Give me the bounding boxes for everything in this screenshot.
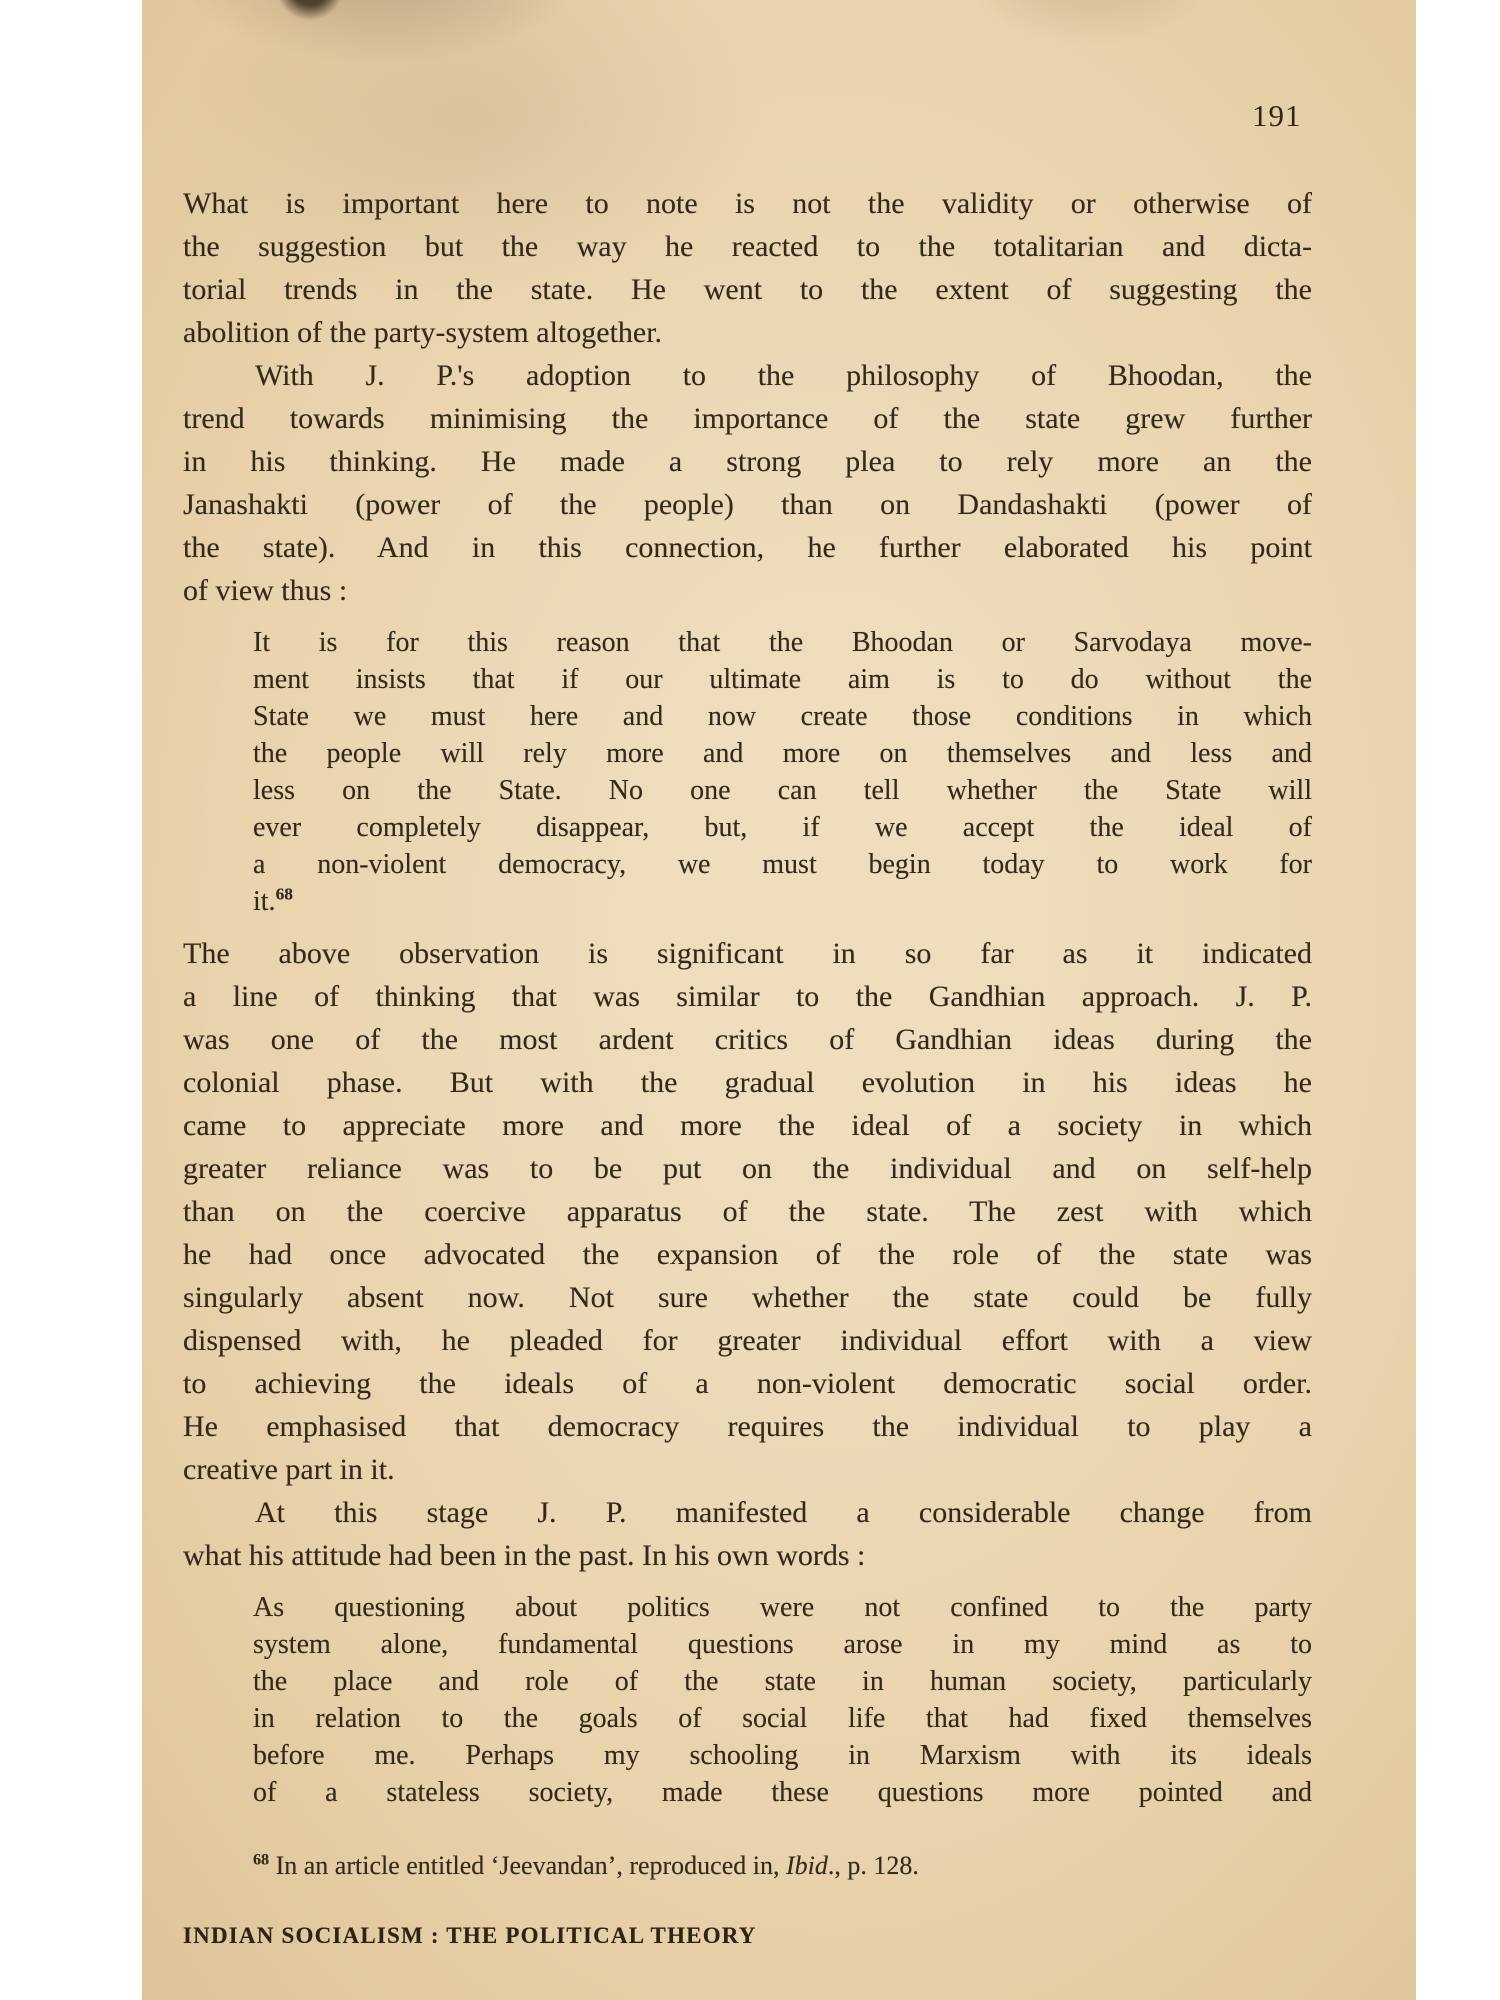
- text-segment: in his thinking. He made a strong plea to rely more an the: [183, 445, 1312, 478]
- footnote-marker: 68: [275, 884, 293, 904]
- text-column: [183, 182, 1312, 1949]
- text-line: [183, 975, 1312, 1018]
- text-segment: singularly absent now. Not sure whether the state could be fully: [183, 1281, 1312, 1314]
- quote-2: [253, 1589, 1312, 1811]
- text-segment: the state). And in this connection, he further elaborated his point: [183, 531, 1312, 564]
- text-segment: less on the State. No one can tell whether the State will: [253, 775, 1312, 806]
- text-line: [183, 1147, 1312, 1190]
- text-line: [183, 440, 1312, 483]
- text-line: [183, 1448, 1312, 1491]
- text-line: [183, 1276, 1312, 1319]
- text-segment: ment insists that if our ultimate aim is to do without the: [253, 664, 1312, 695]
- text-line: [253, 1737, 1312, 1774]
- text-line: [253, 624, 1312, 661]
- text-segment: the people will rely more and more on themselves and less and: [253, 738, 1312, 769]
- text-line: [183, 569, 1312, 612]
- text-segment: system alone, fundamental questions arose in my mind as to: [253, 1629, 1312, 1660]
- text-segment: it.: [253, 886, 276, 917]
- text-segment: The above observation is significant in so far as it indicated: [183, 937, 1312, 970]
- text-segment: to achieving the ideals of a non-violent democratic social order.: [183, 1367, 1312, 1400]
- text-line: [183, 397, 1312, 440]
- text-line: [183, 268, 1312, 311]
- text-line: [183, 354, 1312, 397]
- text-segment: of view thus :: [183, 574, 348, 607]
- footnote-marker: 68: [253, 1851, 270, 1869]
- paragraph-4: [183, 1491, 1312, 1577]
- text-segment: torial trends in the state. He went to the extent of suggesting the: [183, 273, 1312, 306]
- text-line: [253, 661, 1312, 698]
- text-segment: In an article entitled ‘Jeevandan’, reproduced in,: [269, 1851, 786, 1880]
- text-line: [183, 1491, 1312, 1534]
- paragraph-2: [183, 354, 1312, 612]
- text-segment: It is for this reason that the Bhoodan or Sarvodaya move-: [253, 627, 1312, 658]
- text-line: [253, 772, 1312, 809]
- text-segment: he had once advocated the expansion of the role of the state was: [183, 1238, 1312, 1271]
- text-line: [253, 1849, 1312, 1883]
- text-segment: the suggestion but the way he reacted to the totalitarian and dicta-: [183, 230, 1312, 263]
- text-segment: What is important here to note is not the validity or otherwise of: [183, 187, 1312, 220]
- text-segment: ever completely disappear, but, if we accept the ideal of: [253, 812, 1312, 843]
- scanned-book-page: [142, 0, 1416, 2000]
- text-segment: ., p. 128.: [827, 1851, 919, 1880]
- text-line: [253, 1774, 1312, 1811]
- italic-text: Ibid: [786, 1851, 828, 1880]
- text-line: [253, 809, 1312, 846]
- text-line: [183, 1319, 1312, 1362]
- text-segment: was one of the most ardent critics of Gandhian ideas during the: [183, 1023, 1312, 1056]
- text-segment: With J. P.'s adoption to the philosophy of Bhoodan, the: [255, 359, 1312, 392]
- text-line: [253, 1663, 1312, 1700]
- text-segment: Janashakti (power of the people) than on Dandashakti (power of: [183, 488, 1312, 521]
- text-segment: came to appreciate more and more the ideal of a society in which: [183, 1109, 1312, 1142]
- text-line: [253, 698, 1312, 735]
- text-line: [253, 1700, 1312, 1737]
- quote-1: [253, 624, 1312, 920]
- text-line: [183, 311, 1312, 354]
- text-line: [183, 932, 1312, 975]
- text-segment: before me. Perhaps my schooling in Marxism with its ideals: [253, 1740, 1312, 1771]
- running-footer: INDIAN SOCIALISM : THE POLITICAL THEORY: [183, 1923, 757, 1948]
- text-segment: colonial phase. But with the gradual evolution in his ideas he: [183, 1066, 1312, 1099]
- text-line: [183, 182, 1312, 225]
- text-line: [183, 526, 1312, 569]
- text-line: [253, 735, 1312, 772]
- text-line: [183, 1534, 1312, 1577]
- paragraph-1: [183, 182, 1312, 354]
- text-segment: State we must here and now create those conditions in which: [253, 701, 1312, 732]
- text-segment: a non-violent democracy, we must begin today to work for: [253, 849, 1312, 880]
- text-line: [183, 1061, 1312, 1104]
- blocks-host: [183, 182, 1312, 1883]
- text-segment: than on the coercive apparatus of the state. The zest with which: [183, 1195, 1312, 1228]
- text-line: [183, 1405, 1312, 1448]
- text-line: [183, 1362, 1312, 1405]
- text-segment: greater reliance was to be put on the individual and on self-help: [183, 1152, 1312, 1185]
- text-line: [183, 1018, 1312, 1061]
- text-segment: what his attitude had been in the past. In his own words :: [183, 1539, 866, 1572]
- text-line: [183, 225, 1312, 268]
- text-segment: He emphasised that democracy requires the individual to play a: [183, 1410, 1312, 1443]
- text-line: [183, 1233, 1312, 1276]
- text-segment: creative part in it.: [183, 1453, 395, 1486]
- text-segment: the place and role of the state in human society, particularly: [253, 1666, 1312, 1697]
- text-segment: of a stateless society, made these questions more pointed and: [253, 1777, 1312, 1808]
- page-number: 191: [1252, 98, 1302, 133]
- text-segment: in relation to the goals of social life that had fixed themselves: [253, 1703, 1312, 1734]
- text-line: [253, 883, 1312, 920]
- text-segment: At this stage J. P. manifested a considerable change from: [255, 1496, 1312, 1529]
- text-segment: As questioning about politics were not confined to the party: [253, 1592, 1312, 1623]
- text-line: [253, 846, 1312, 883]
- text-segment: trend towards minimising the importance of the state grew further: [183, 402, 1312, 435]
- text-line: [253, 1589, 1312, 1626]
- text-line: [183, 483, 1312, 526]
- paragraph-3: [183, 932, 1312, 1491]
- text-segment: a line of thinking that was similar to the Gandhian approach. J. P.: [183, 980, 1312, 1013]
- text-line: [183, 1190, 1312, 1233]
- text-line: [183, 1104, 1312, 1147]
- text-line: [253, 1626, 1312, 1663]
- text-segment: dispensed with, he pleaded for greater individual effort with a view: [183, 1324, 1312, 1357]
- footnote: [253, 1849, 1312, 1883]
- text-segment: abolition of the party-system altogether.: [183, 316, 663, 349]
